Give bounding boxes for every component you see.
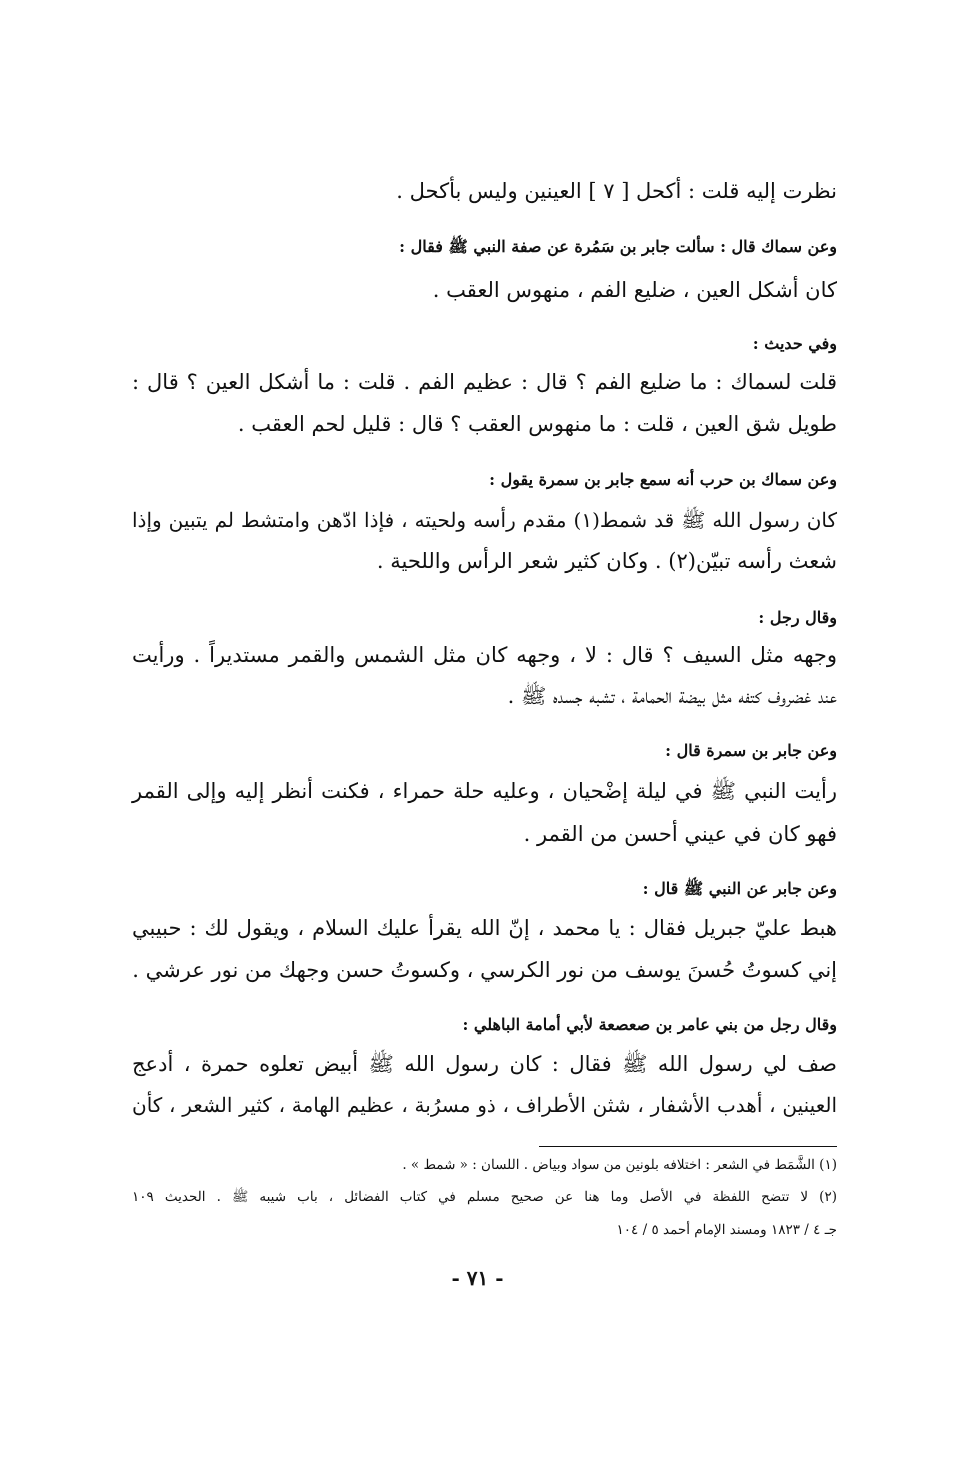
text-line: العينين ، أهدب الأشفار ، شثن الأطراف ، ذو مسرُبة ، عظيم الهامة ، كثير الشعر ، كأن <box>132 1093 837 1117</box>
hadith-heading: وعن سماك بن حرب أنه سمع جابر بن سمرة يقول : <box>489 470 837 489</box>
hadith-heading: وعن جابر عن النبي ﷺ قال : <box>642 879 837 898</box>
footnote: (١) الشَّمَط في الشعر : اختلافه بلونين من سواد وبياض . اللسان : « شمط » . <box>402 1157 837 1173</box>
page-number: - ٧١ - <box>451 1266 504 1290</box>
hadith-heading: وقال رجل : <box>758 608 837 627</box>
text-line: إني كسوتُ حُسنَ يوسف من نور الكرسي ، وكسوتُ حسن وجهك من نور عرشي . <box>132 958 837 982</box>
hadith-heading: وعن سماك قال : سألت جابر بن سَمُرة عن صفة النبي ﷺ فقال : <box>399 237 837 256</box>
text-line: وجهه مثل السيف ؟ قال : لا ، وجهه كان مثل الشمس والقمر مستديراً . ورأيت <box>132 643 837 667</box>
text-line: هبط عليّ جبريل فقال : يا محمد ، إنّ الله يقرأ عليك السلام ، ويقول لك : حبيبي <box>132 916 837 940</box>
text-line: نظرت إليه قلت : أكحل [ ٧ ] العينين وليس بأكحل . <box>396 179 837 203</box>
text-line: كان أشكل العين ، ضليع الفم ، منهوس العقب . <box>432 278 837 302</box>
text-line: عند غضروف كتفه مثل بيضة الحمامة ، تشبه جسده ﷺ . <box>507 684 837 708</box>
hadith-heading: وعن جابر بن سمرة قال : <box>665 741 837 760</box>
text-line: صف لي رسول الله ﷺ فقال : كان رسول الله ﷺ أبيض تعلوه حمرة ، أدعج <box>132 1052 837 1076</box>
text-line: شعث رأسه تبيّن(٢) . وكان كثير شعر الرأس واللحية . <box>376 549 837 573</box>
text-line: رأيت النبي ﷺ في ليلة إضْحيان ، وعليه حلة حمراء ، فكنت أنظر إليه وإلى القمر <box>132 779 837 803</box>
text-line: كان رسول الله ﷺ قد شمط(١) مقدم رأسه ولحيته ، فإذا ادّهن وامتشط لم يتبين وإذا <box>132 508 837 532</box>
footnote-separator <box>539 1146 837 1147</box>
hadith-heading: وقال رجل من بني عامر بن صعصعة لأبي أمامة الباهلي : <box>462 1015 837 1034</box>
text-line: طويل شق العين ، قلت : ما منهوس العقب ؟ قال : قليل لحم العقب . <box>237 412 837 436</box>
text-line: فهو كان في عيني أحسن من القمر . <box>523 822 837 846</box>
text-line: قلت لسماك : ما ضليع الفم ؟ قال : عظيم الفم . قلت : ما أشكل العين ؟ قال : <box>132 370 837 394</box>
footnote: (٢) لا تتضح اللفظة في الأصل وما هنا عن صحيح مسلم في كتاب الفضائل ، باب شيبه ﷺ . الحديث ١٠٩ <box>132 1189 837 1205</box>
hadith-heading: وفي حديث : <box>752 334 837 353</box>
footnote-continuation: جـ ٤ / ١٨٢٣ ومسند الإمام أحمد ٥ / ١٠٤ <box>616 1222 837 1238</box>
